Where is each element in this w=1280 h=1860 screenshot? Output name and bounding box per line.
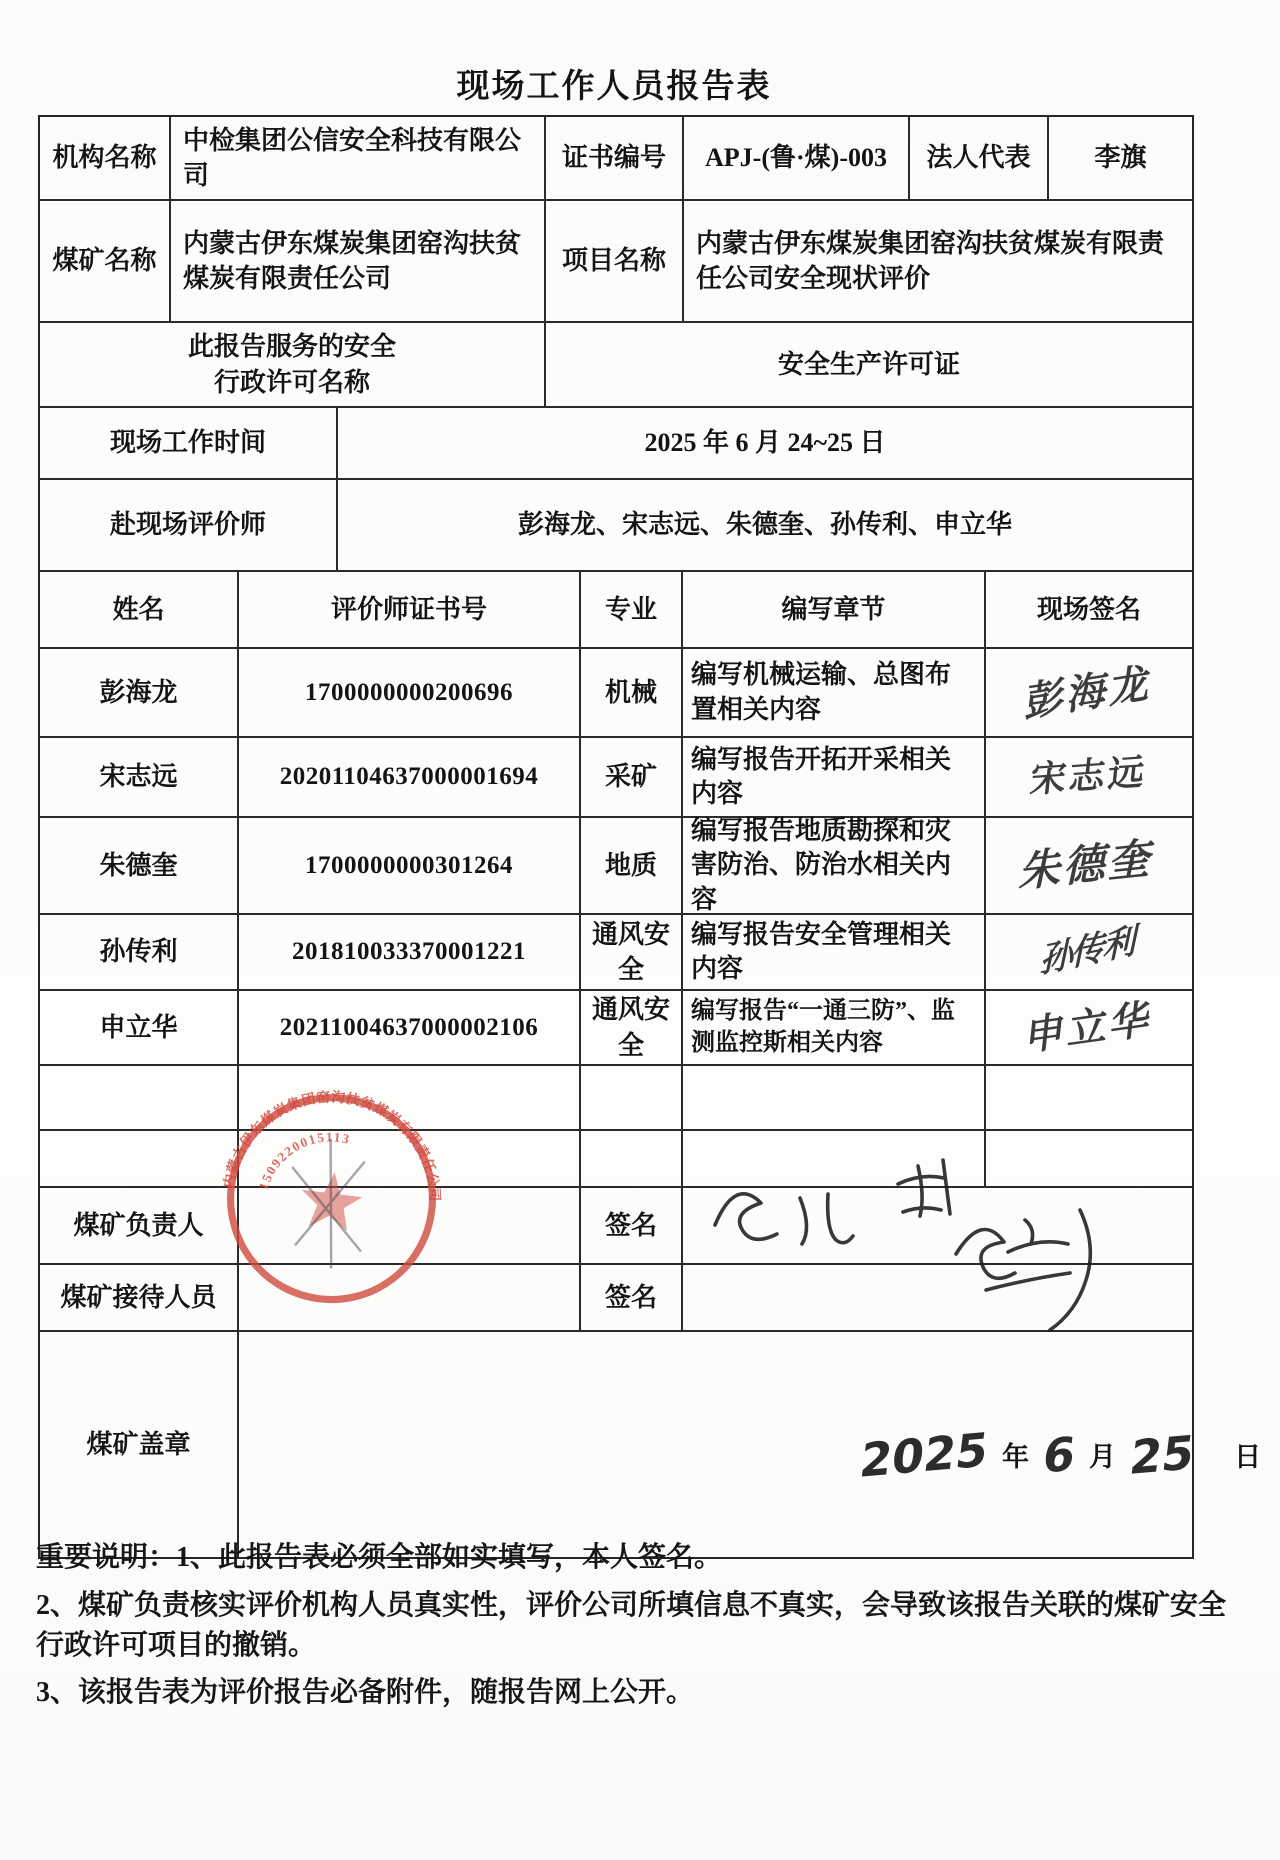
- staff-name: 朱德奎: [40, 818, 239, 913]
- note-line-3: 3、该报告表为评价报告必备附件，随报告网上公开。: [36, 1677, 695, 1709]
- staff-row: [40, 649, 1192, 738]
- staff-major: 通风安全: [581, 915, 683, 989]
- field-evaluators-value: 彭海龙、宋志远、朱德奎、孙传利、申立华: [517, 510, 1012, 540]
- handwritten-day: 25: [1126, 1424, 1198, 1486]
- handwritten-signature: 朱德奎: [1016, 832, 1162, 897]
- empty-cell: [581, 1066, 683, 1129]
- empty-cell: [40, 1131, 239, 1186]
- field-org-label: 机构名称: [40, 117, 171, 199]
- staff-cert: 20201104637000001694: [239, 738, 581, 816]
- stamp-ring-text: 内蒙古伊东煤炭集团窑沟扶贫煤炭有限责任公司: [221, 1089, 443, 1203]
- staff-cert: 1700000000200696: [239, 649, 581, 736]
- stamp-number: 1509220015113: [255, 1129, 353, 1192]
- field-manager-label: 煤矿负责人: [40, 1188, 239, 1263]
- staff-signature: [986, 649, 1192, 736]
- staff-row: [40, 818, 1192, 915]
- field-reception-label: 煤矿接待人员: [40, 1265, 239, 1330]
- field-worktime-value: 2025 年 6 月 24~25 日: [644, 428, 886, 458]
- staff-signature: [986, 818, 1192, 913]
- year-unit: 年: [1002, 1442, 1030, 1472]
- field-legal-label: 法人代表: [910, 117, 1049, 199]
- header-chapter: 编写章节: [683, 572, 986, 647]
- report-form-table: [38, 115, 1194, 1559]
- staff-major: 地质: [581, 818, 683, 913]
- row-mine-reception: [40, 1265, 1192, 1332]
- field-mine-label: 煤矿名称: [40, 201, 171, 321]
- page-title: 现场工作人员报告表: [456, 69, 772, 105]
- empty-staff-row: [40, 1131, 1192, 1188]
- field-org-value: 中检集团公信安全科技有限公司: [171, 117, 546, 199]
- staff-name: 孙传利: [40, 915, 239, 989]
- header-signature: 现场签名: [1036, 594, 1141, 624]
- staff-major: 通风安全: [581, 991, 683, 1064]
- empty-cell: [40, 1066, 239, 1129]
- handwritten-signature: 申立华: [1022, 994, 1156, 1061]
- note-line-1: 重要说明：1、此报告表必须全部如实填写，本人签名。: [36, 1542, 723, 1573]
- staff-signature: [986, 991, 1192, 1064]
- staff-name: 申立华: [40, 991, 239, 1064]
- month-unit: 月: [1089, 1442, 1117, 1472]
- staff-chapter: 编写报告地质勘探和灾害防治、防治水相关内容: [683, 818, 986, 913]
- empty-cell: [986, 1131, 1192, 1186]
- staff-chapter: 编写报告安全管理相关内容: [683, 915, 986, 989]
- permit-label-line2: 行政许可名称: [213, 367, 370, 397]
- field-project-value: 内蒙古伊东煤炭集团窑沟扶贫煤炭有限责任公司安全现状评价: [696, 228, 1165, 293]
- field-worktime-label: 现场工作时间: [40, 408, 338, 478]
- header-major: 专业: [581, 572, 683, 647]
- handwritten-signature: 宋志远: [1028, 751, 1150, 801]
- handwritten-signature: 孙传利: [1037, 919, 1141, 983]
- empty-cell: [683, 1066, 986, 1129]
- staff-cert: 20211004637000002106: [239, 991, 581, 1064]
- header-name: 姓名: [40, 572, 239, 647]
- row-worktime: [40, 408, 1192, 480]
- field-legal-value: 李旗: [1094, 143, 1147, 173]
- header-cert: 评价师证书号: [239, 572, 581, 647]
- note-line-2: 2、煤矿负责核实评价机构人员真实性，评价公司所填信息不真实，会导致该报告关联的煤矿安全行政许可项目的撤销。: [36, 1589, 1227, 1661]
- handwritten-year: 2025: [856, 1422, 992, 1488]
- empty-cell: [581, 1131, 683, 1186]
- staff-name: 彭海龙: [40, 649, 239, 736]
- handwritten-signature: 彭海龙: [1022, 658, 1156, 727]
- staff-chapter: 编写机械运输、总图布置相关内容: [683, 649, 986, 736]
- field-reception-sign-label: 签名: [581, 1265, 683, 1330]
- field-permit-value: 安全生产许可证: [777, 349, 960, 379]
- handwritten-month: 6: [1039, 1426, 1079, 1484]
- staff-header-row: [40, 572, 1192, 649]
- empty-staff-row: [40, 1066, 1192, 1131]
- field-permit-label: [40, 323, 546, 406]
- empty-cell: [986, 1066, 1192, 1129]
- permit-label-line1: 此报告服务的安全: [187, 332, 396, 362]
- empty-cell: [239, 1131, 581, 1186]
- staff-major: 机械: [581, 649, 683, 736]
- manager-signature-area: [683, 1188, 1192, 1263]
- staff-row: [40, 738, 1192, 818]
- manager-blank-cell: [239, 1188, 581, 1263]
- row-mine-manager: [40, 1188, 1192, 1265]
- field-evaluators-label: 赴现场评价师: [40, 480, 338, 570]
- field-cert-value: APJ-(鲁·煤)-003: [684, 117, 910, 199]
- staff-signature: [986, 915, 1192, 989]
- important-notes: [36, 1538, 1250, 1721]
- stamp-date: [856, 1422, 1262, 1488]
- field-stamp-label: 煤矿盖章: [40, 1332, 239, 1557]
- field-cert-label: 证书编号: [546, 117, 684, 199]
- staff-name: 宋志远: [40, 738, 239, 816]
- staff-row: [40, 915, 1192, 991]
- reception-signature-area: [683, 1265, 1192, 1330]
- staff-signature: [986, 738, 1192, 816]
- staff-cert: 1700000000301264: [239, 818, 581, 913]
- staff-cert: 201810033370001221: [239, 915, 581, 989]
- row-organization: [40, 117, 1192, 201]
- staff-chapter: 编写报告“一通三防”、监测监控斯相关内容: [683, 991, 986, 1064]
- empty-cell: [239, 1066, 581, 1129]
- field-project-label: 项目名称: [546, 201, 684, 321]
- row-permit: [40, 323, 1192, 408]
- empty-cell: [683, 1131, 986, 1186]
- day-unit: 日: [1234, 1442, 1262, 1472]
- row-mine-project: [40, 201, 1192, 323]
- field-mine-value: 内蒙古伊东煤炭集团窑沟扶贫煤炭有限责任公司: [171, 201, 546, 321]
- staff-row: [40, 991, 1192, 1066]
- staff-major: 采矿: [581, 738, 683, 816]
- reception-blank-cell: [239, 1265, 581, 1330]
- field-manager-sign-label: 签名: [581, 1188, 683, 1263]
- staff-chapter: 编写报告开拓开采相关内容: [683, 738, 986, 816]
- row-evaluators: [40, 480, 1192, 572]
